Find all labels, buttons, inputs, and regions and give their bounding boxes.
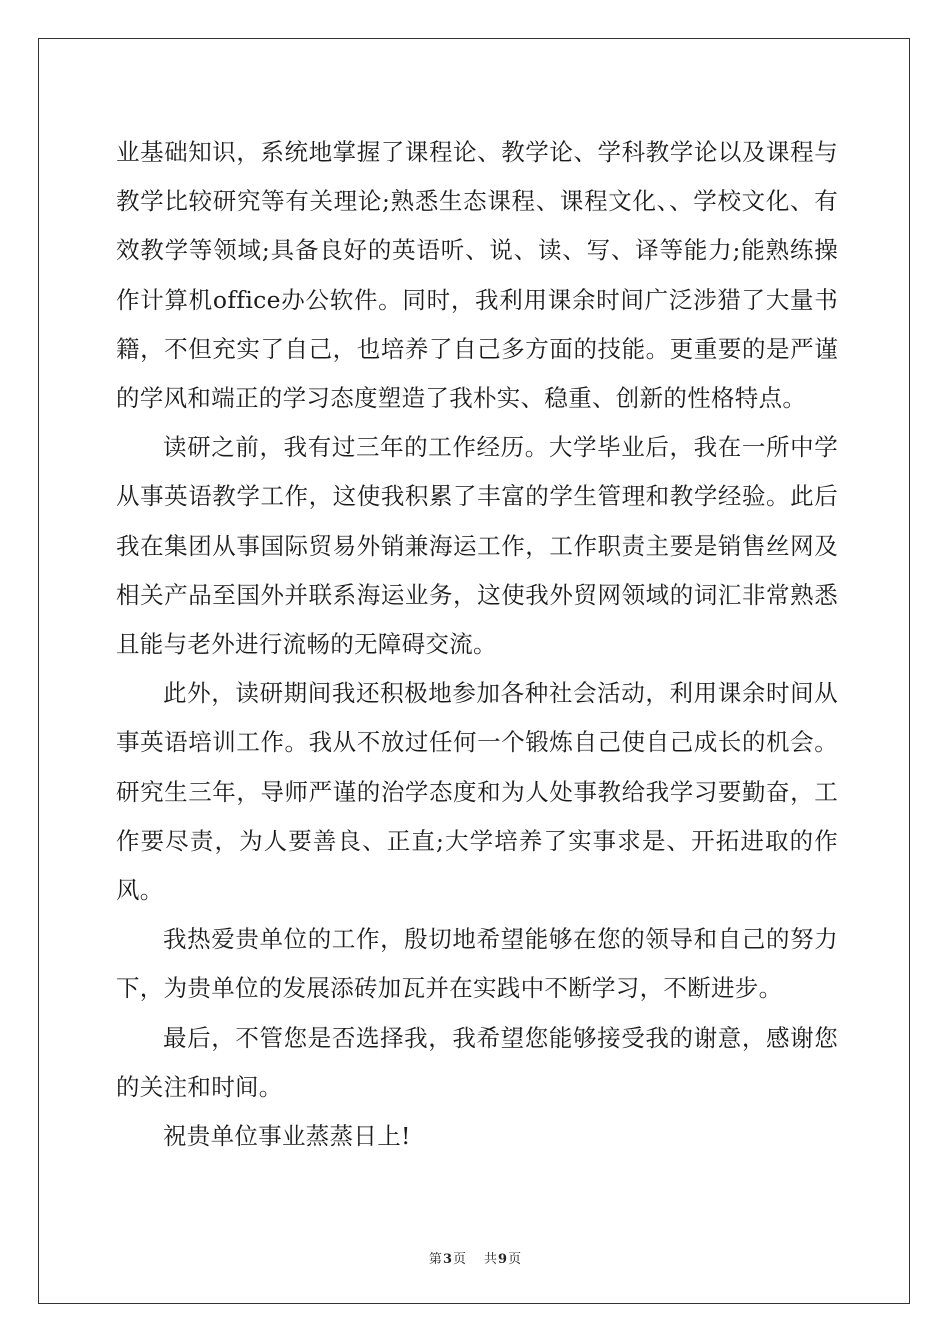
paragraph-2: 读研之前，我有过三年的工作经历。大学毕业后，我在一所中学从事英语教学工作，这使我积累了丰富的学生管理和教学经验。此后我在集团从事国际贸易外销兼海运工作，工作职责主要是销售丝网及相关产品至国外并联系海运业务，这使我外贸网领域的词汇非常熟悉且能与老外进行流畅的无障碍交流。 <box>116 433 838 659</box>
total-pages-prefix: 共 <box>484 1252 498 1267</box>
paragraph-6: 祝贵单位事业蒸蒸日上! <box>163 1122 411 1151</box>
paragraph-4: 我热爱贵单位的工作，殷切地希望能够在您的领导和自己的努力下，为贵单位的发展添砖加瓦并在实践中不断学习，不断进步。 <box>116 925 838 1003</box>
total-pages-suffix: 页 <box>508 1252 522 1267</box>
page-number-suffix: 页 <box>452 1252 466 1267</box>
current-page-number: 3 <box>442 1252 452 1267</box>
paragraph-3: 此外，读研期间我还积极地参加各种社会活动，利用课余时间从事英语培训工作。我从不放过任何一个锻炼自己使自己成长的机会。研究生三年，导师严谨的治学态度和为人处事教给我学习要勤奋，工作要尽责，为人要善良、正直;大学培养了实事求是、开拓进取的作风。 <box>116 679 838 905</box>
paragraph-5: 最后，不管您是否选择我，我希望您能够接受我的谢意，感谢您的关注和时间。 <box>116 1023 838 1101</box>
total-pages-number: 9 <box>498 1252 508 1267</box>
page-number-prefix: 第 <box>428 1252 442 1267</box>
page-footer <box>0 1248 950 1267</box>
paragraph-1: 业基础知识，系统地掌握了课程论、教学论、学科教学论以及课程与教学比较研究等有关理论;熟悉生态课程、课程文化、、学校文化、有效教学等领域;具备良好的英语听、说、读、写、译等能力;能熟练操作计算机office办公软件。同时，我利用课余时间广泛涉猎了大量书籍，不但充实了自己，也培养了自己多方面的技能。更重要的是严谨的学风和端正的学习态度塑造了我朴实、稳重、创新的性格特点。 <box>116 138 838 413</box>
document-body <box>116 128 838 1161</box>
